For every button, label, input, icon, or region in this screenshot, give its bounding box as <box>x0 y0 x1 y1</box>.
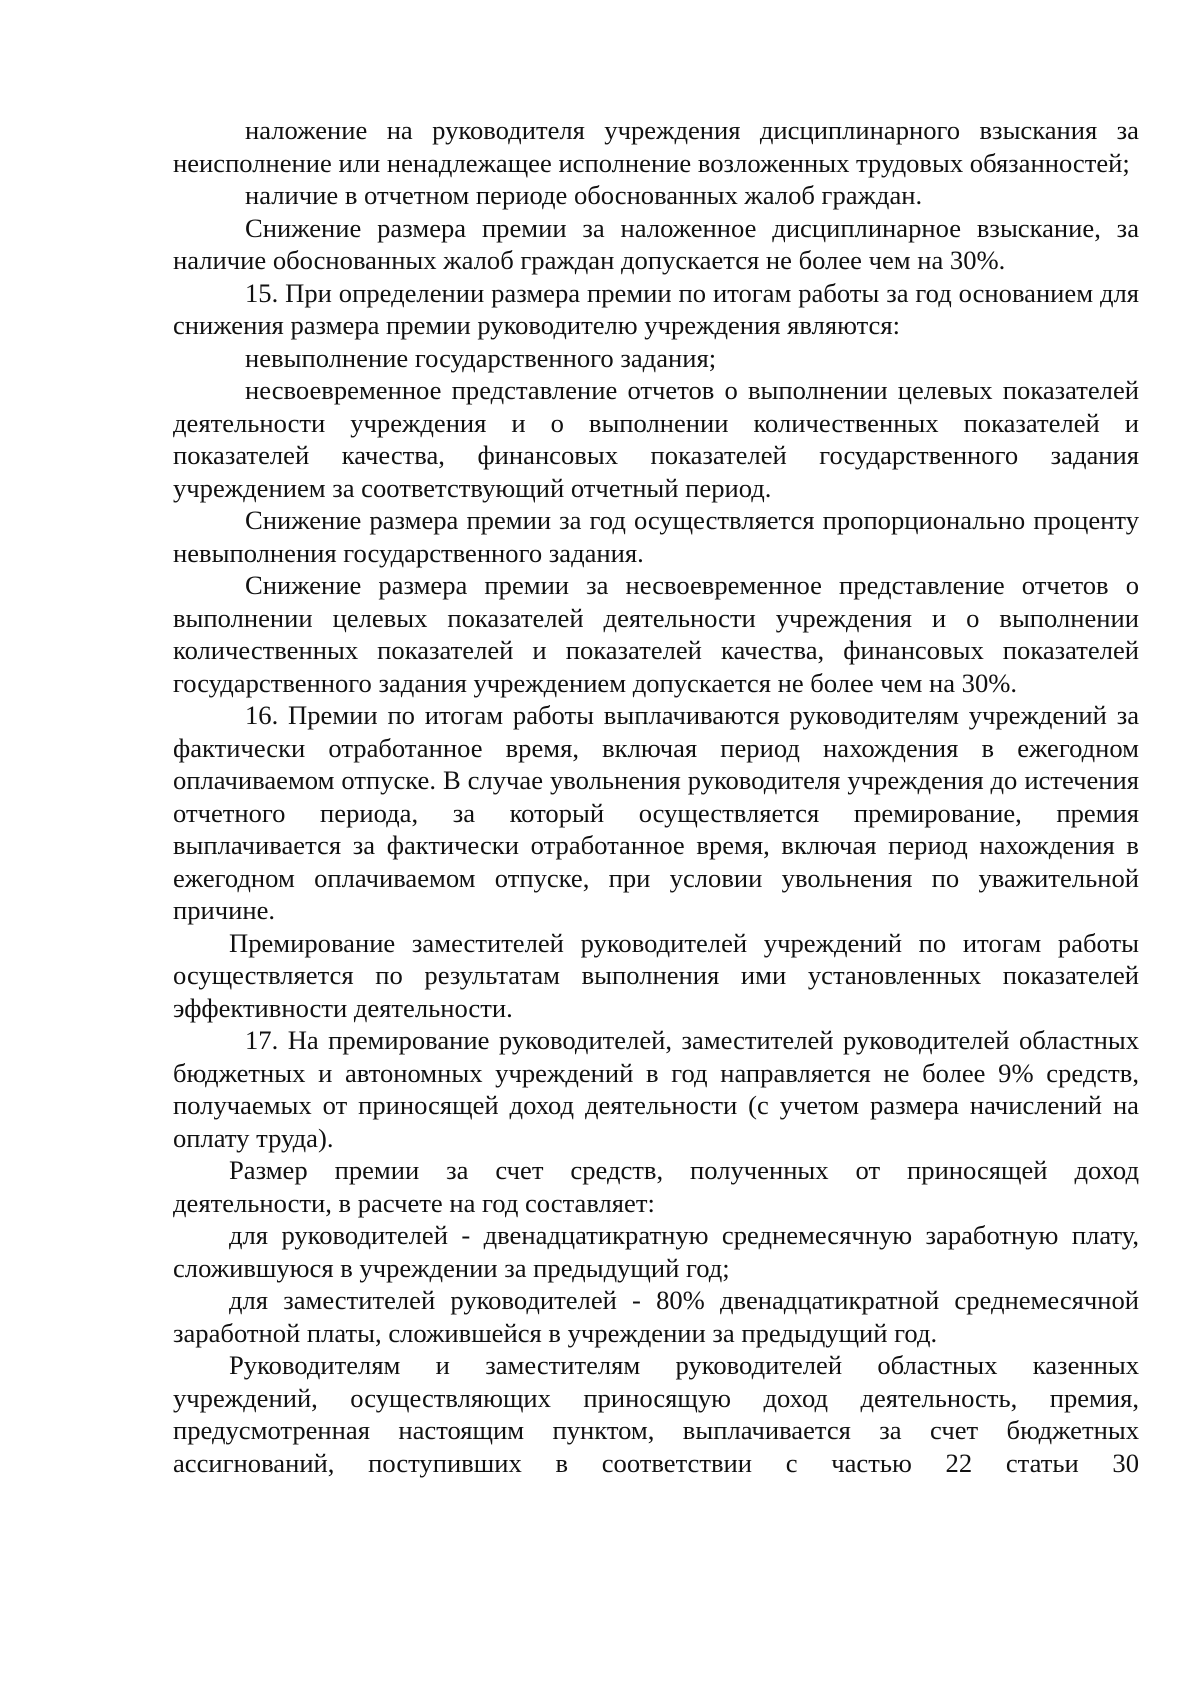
paragraph: Снижение размера премии за год осуществляется пропорционально проценту невыполнения государственного задания. <box>173 505 1139 568</box>
paragraph: 17. На премирование руководителей, заместителей руководителей областных бюджетных и автономных учреждений в год направляется не более 9% средств, получаемых от приносящей доход деятельности (с учетом размера начислений на оплату труда). <box>173 1025 1139 1153</box>
paragraph: Премирование заместителей руководителей учреждений по итогам работы осуществляется по результатам выполнения ими установленных показателей эффективности деятельности. <box>173 927 1139 1023</box>
paragraph: Снижение размера премии за несвоевременное представление отчетов о выполнении целевых показателей деятельности учреждения и о выполнении количественных показателей и показателей качества, финансовых показателей государственного задания учреждением допускается не более чем на 30%. <box>173 570 1139 698</box>
paragraph: несвоевременное представление отчетов о выполнении целевых показателей деятельности учреждения и о выполнении количественных показателей и показателей качества, финансовых показателей государственного задания учреждением за соответствующий отчетный период. <box>173 375 1139 503</box>
paragraph: для заместителей руководителей - 80% двенадцатикратной среднемесячной заработной платы, сложившейся в учреждении за предыдущий год. <box>173 1285 1139 1348</box>
paragraph: наложение на руководителя учреждения дисциплинарного взыскания за неисполнение или ненадлежащее исполнение возложенных трудовых обязанностей; <box>173 115 1139 178</box>
paragraph: невыполнение государственного задания; <box>245 342 717 373</box>
paragraph: для руководителей - двенадцатикратную среднемесячную заработную плату, сложившуюся в учреждении за предыдущий год; <box>173 1220 1139 1283</box>
paragraph: 16. Премии по итогам работы выплачиваются руководителям учреждений за фактически отработанное время, включая период нахождения в ежегодном оплачиваемом отпуске. В случае увольнения руководителя учреждения до истечения отчетного периода, за который осуществляется премирование, премия выплачивается за фактически отработанное время, включая период нахождения в ежегодном оплачиваемом отпуске, при условии увольнения по уважительной причине. <box>173 700 1139 925</box>
paragraph: наличие в отчетном периоде обоснованных жалоб граждан. <box>245 180 923 210</box>
paragraph: Руководителям и заместителям руководителей областных казенных учреждений, осуществляющих приносящую доход деятельность, премия, предусмотренная настоящим пунктом, выплачивается за счет бюджетных ассигнований, поступивших в соответствии с частью 22 статьи 30 <box>173 1350 1139 1478</box>
document-page <box>173 114 1139 1479</box>
paragraph: 15. При определении размера премии по итогам работы за год основанием для снижения размера премии руководителю учреждения являются: <box>173 277 1139 340</box>
paragraph: Размер премии за счет средств, полученных от приносящей доход деятельности, в расчете на год составляет: <box>173 1155 1139 1218</box>
paragraph: Снижение размера премии за наложенное дисциплинарное взыскание, за наличие обоснованных жалоб граждан допускается не более чем на 30%. <box>173 212 1139 275</box>
